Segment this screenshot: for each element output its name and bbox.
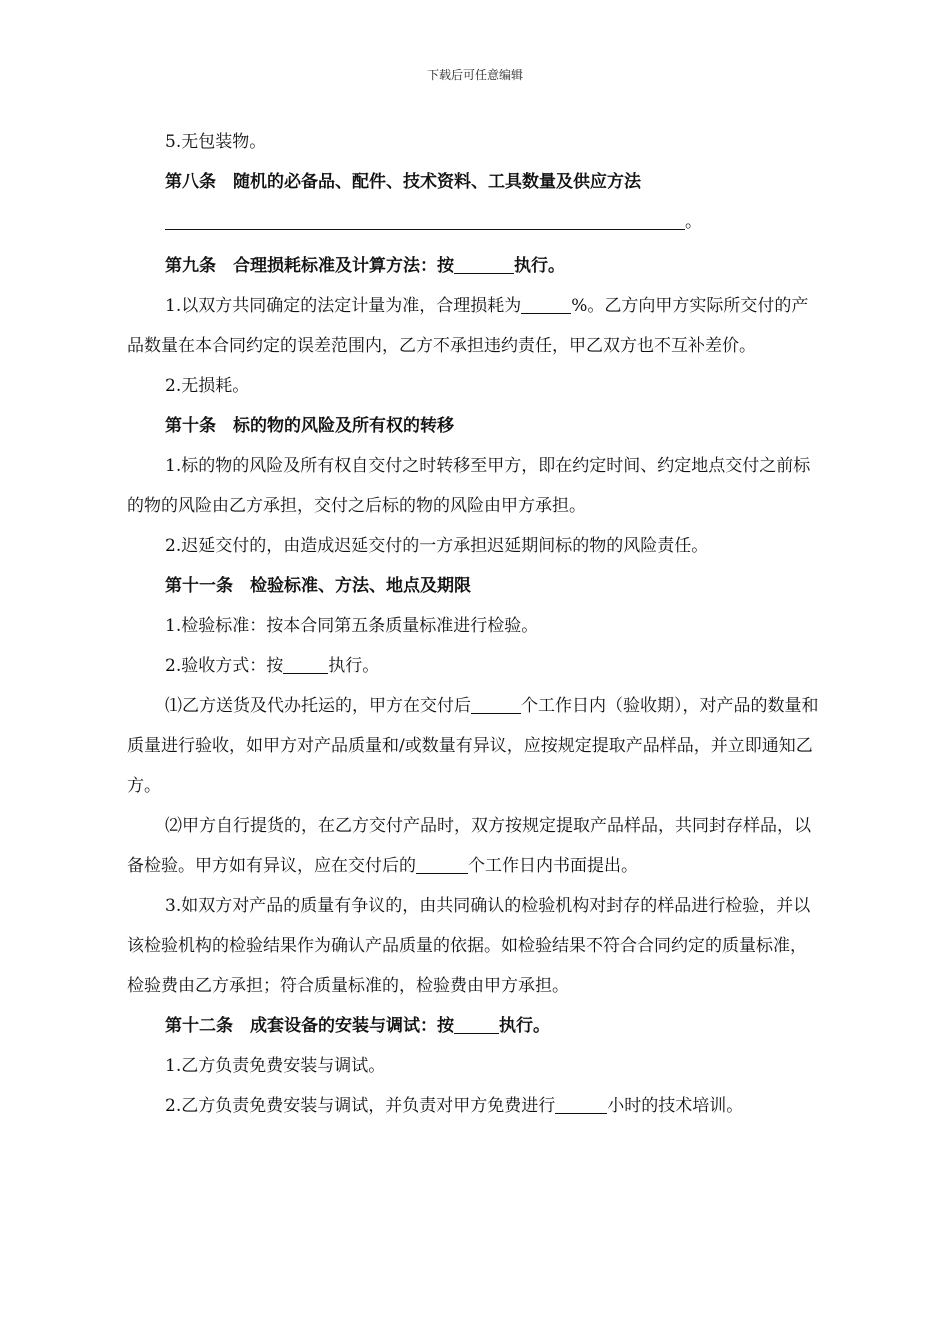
page-header: 下载后可任意编辑 <box>426 68 523 82</box>
clause-8-5: 5.无包装物。 <box>165 132 267 152</box>
blank-field <box>454 255 514 274</box>
article-8-heading: 第八条 随机的必备品、配件、技术资料、工具数量及供应方法 <box>165 172 641 192</box>
article-10-heading: 第十条 标的物的风险及所有权的转移 <box>165 416 454 436</box>
article-11-heading: 第十一条 检验标准、方法、地点及期限 <box>165 576 471 596</box>
blank-field <box>416 855 468 874</box>
article-8-blank-line: 。 <box>127 202 822 242</box>
clause-11-2-2: ⑵甲方自行提货的，在乙方交付产品时，双方按规定提取产品样品，共同封存样品，以备检验。甲方如有异议，应在交付后的 个工作日内书面提出。 <box>127 816 811 876</box>
blank-field <box>521 295 571 314</box>
blank-field <box>471 695 521 714</box>
document-body <box>127 122 822 1126</box>
clause-11-1: 1.检验标准：按本合同第五条质量标准进行检验。 <box>165 616 539 636</box>
blank-field <box>555 1095 607 1114</box>
clause-12-1: 1.乙方负责免费安装与调试。 <box>165 1056 386 1076</box>
clause-11-3: 3.如双方对产品的质量有争议的，由共同确认的检验机构对封存的样品进行检验，并以该检验机构的检验结果作为确认产品质量的依据。如检验结果不符合合同约定的质量标准，检验费由乙方承担；符合质量标准的，检验费由甲方承担。 <box>127 896 811 996</box>
clause-11-2-1: ⑴乙方送货及代办托运的，甲方在交付后 个工作日内（验收期），对产品的数量和质量进行验收，如甲方对产品质量和/或数量有异议，应按规定提取产品样品，并立即通知乙方。 <box>127 696 819 796</box>
clause-9-2: 2.无损耗。 <box>165 376 250 396</box>
clause-9-1: 1.以双方共同确定的法定计量为准，合理损耗为 %。乙方向甲方实际所交付的产品数量在本合同约定的误差范围内，乙方不承担违约责任，甲乙双方也不互补差价。 <box>127 296 809 356</box>
clause-12-2: 2.乙方负责免费安装与调试，并负责对甲方免费进行 小时的技术培训。 <box>165 1096 744 1116</box>
clause-11-2: 2.验收方式：按 执行。 <box>165 656 380 676</box>
clause-10-1: 1.标的物的风险及所有权自交付之时转移至甲方，即在约定时间、约定地点交付之前标的物的风险由乙方承担，交付之后标的物的风险由甲方承担。 <box>127 456 811 516</box>
article-12-heading: 第十二条 成套设备的安装与调试：按 执行。 <box>165 1016 550 1036</box>
article-9-heading: 第九条 合理损耗标准及计算方法：按 执行。 <box>165 256 565 276</box>
blank-field <box>165 211 685 230</box>
blank-field <box>283 655 328 674</box>
clause-10-2: 2.迟延交付的，由造成迟延交付的一方承担迟延期间标的物的风险责任。 <box>165 536 709 556</box>
blank-field <box>454 1015 499 1034</box>
